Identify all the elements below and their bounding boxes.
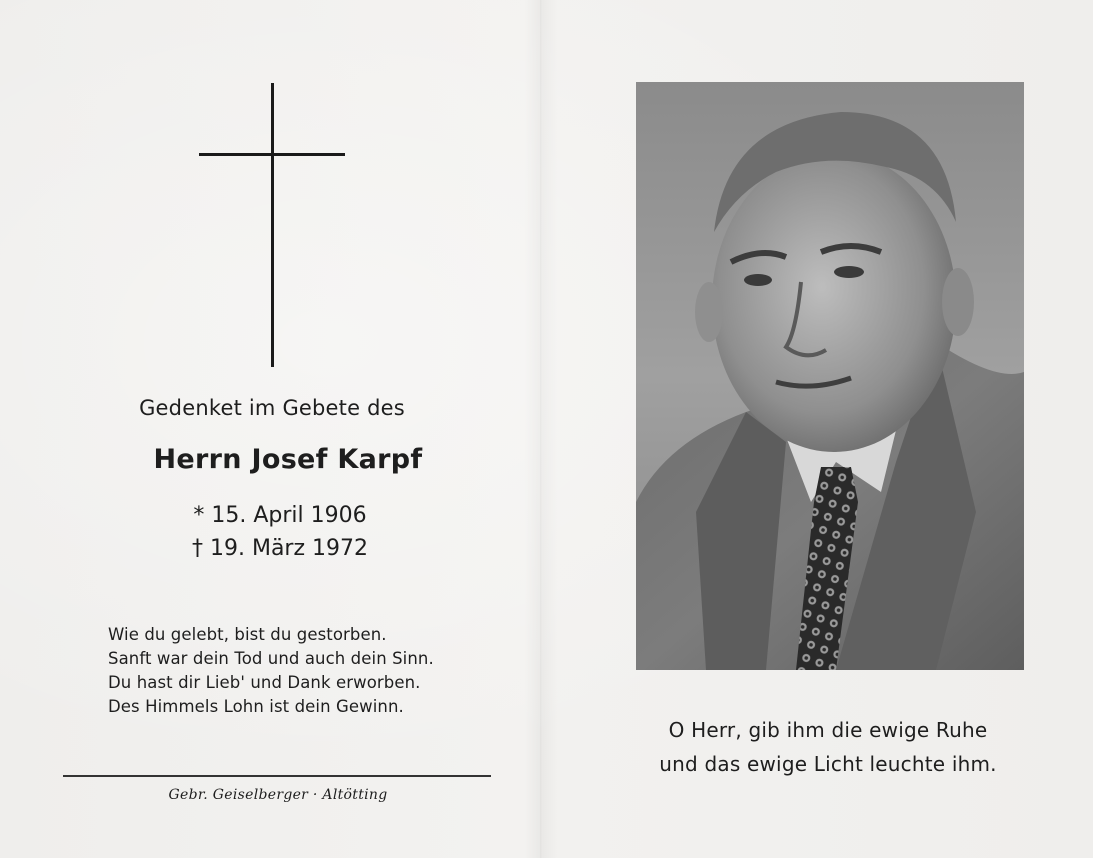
prayer-line: und das ewige Licht leuchte ihm. [659,752,997,776]
poem-line: Du hast dir Lieb' und Dank erworben. [108,673,421,692]
deceased-name: Herrn Josef Karpf [153,444,423,475]
death-date: † 19. März 1972 [191,536,368,561]
prayer-line: O Herr, gib ihm die ewige Ruhe [668,718,988,742]
cross-icon-horizontal [199,153,345,156]
printer-imprint: Gebr. Geiselberger · Altötting [168,787,388,803]
card-fold [540,0,542,858]
prayer [640,713,1016,781]
poem-line: Des Himmels Lohn ist dein Gewinn. [108,697,404,716]
divider [63,775,491,777]
poem-line: Wie du gelebt, bist du gestorben. [108,625,387,644]
remember-line: Gedenket im Gebete des [139,396,405,420]
poem [108,623,468,719]
birth-date: * 15. April 1906 [193,503,367,528]
poem-line: Sanft war dein Tod und auch dein Sinn. [108,649,434,668]
portrait-photo [636,82,1024,670]
portrait-illustration [636,82,1024,670]
cross-icon-vertical [271,83,274,367]
